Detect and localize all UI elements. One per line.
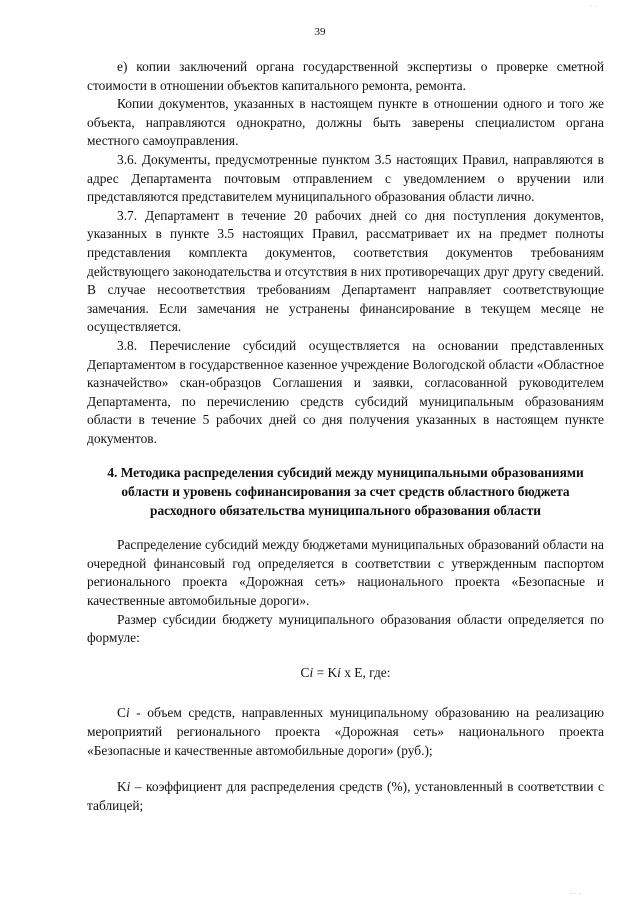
spacer — [87, 760, 604, 778]
paragraph-size: Размер субсидии бюджету муниципального образования области определяется по формуле: — [87, 611, 604, 646]
spacer — [87, 520, 604, 536]
def-ci-index: i — [125, 705, 130, 721]
paragraph-3-6: 3.6. Документы, предусмотренные пунктом 3.5 настоящих Правил, направляются в адрес Департамента почтовым отправлением с уведомлением о вручении или представляются представителем муниципального образования области лично. — [87, 151, 604, 205]
formula — [87, 664, 604, 683]
document-body — [87, 58, 604, 815]
def-ki-symbol: K — [117, 779, 127, 795]
spacer — [87, 448, 604, 464]
scan-artifact-top: · · — [590, 2, 597, 10]
formula-c: C — [300, 664, 310, 680]
paragraph-3-7: 3.7. Департамент в течение 20 рабочих дней со дня поступления документов, указанных в пункте 3.5 настоящих Правил, рассматривает их на предмет полноты представления комплекта документов, соответствия документов требованиям действующего законодательства и отсутствия в них противоречащих друг другу сведений. В случае несоответствия требованиям Департамент направляет соответствующие замечания. Если замечания не устранены финансирование в текущем месяце не осуществляется. — [87, 207, 604, 335]
spacer — [87, 682, 604, 704]
paragraph-3-8: 3.8. Перечисление субсидий осуществляется на основании представленных Департаментом в государственное казенное учреждение Вологодской области «Областное казначейство» скан-образцов Соглашения и заявки, согласованной руководителем Департамента, по перечислению средств субсидий муниципальным образованиям области в течение 5 рабочих дней со дня получения указанных в настоящем пункте документов. — [87, 337, 604, 446]
page-number: 39 — [314, 26, 326, 38]
section-heading: 4. Методика распределения субсидий между муниципальными образованиями области и уровень софинансирования за счет средств областного бюджета расходного обязательства муниципального образования области — [107, 465, 584, 518]
paragraph-distribution: Распределение субсидий между бюджетами муниципальных образований области на очередной финансовый год определяется в соответствии с утвержденным паспортом регионального проекта «Дорожная сеть» национального проекта «Безопасные и качественные автомобильные дороги». — [87, 537, 604, 609]
formula-rest: x E, где: — [340, 664, 391, 680]
def-ci-symbol: C — [117, 705, 126, 721]
definition-ki — [87, 778, 604, 815]
formula-i: i — [309, 664, 314, 680]
formula-i2: i — [337, 664, 341, 680]
def-ki-text: – коэффициент для распределения средств (%), установленный в соответствии с таблицей; — [87, 779, 604, 813]
paragraph-item-e: е) копии заключений органа государственной экспертизы о проверке сметной стоимости в отношении объектов капитального ремонта, ремонта. — [87, 59, 604, 93]
paragraph-copies: Копии документов, указанных в настоящем пункте в отношении одного и того же объекта, направляются однократно, должны быть заверены специалистом органа местного самоуправления. — [87, 96, 604, 149]
def-ci-text: - объем средств, направленных муниципальному образованию на реализацию мероприятий регионального проекта «Дорожная сеть» национального проекта «Безопасные и качественные автомобильные дороги» (руб.); — [87, 705, 604, 758]
def-ki-index: i — [126, 779, 131, 795]
spacer — [87, 648, 604, 664]
formula-eq: = K — [313, 664, 338, 680]
scan-artifact-bottom: ·· · — [570, 890, 583, 898]
definition-ci — [87, 704, 604, 760]
